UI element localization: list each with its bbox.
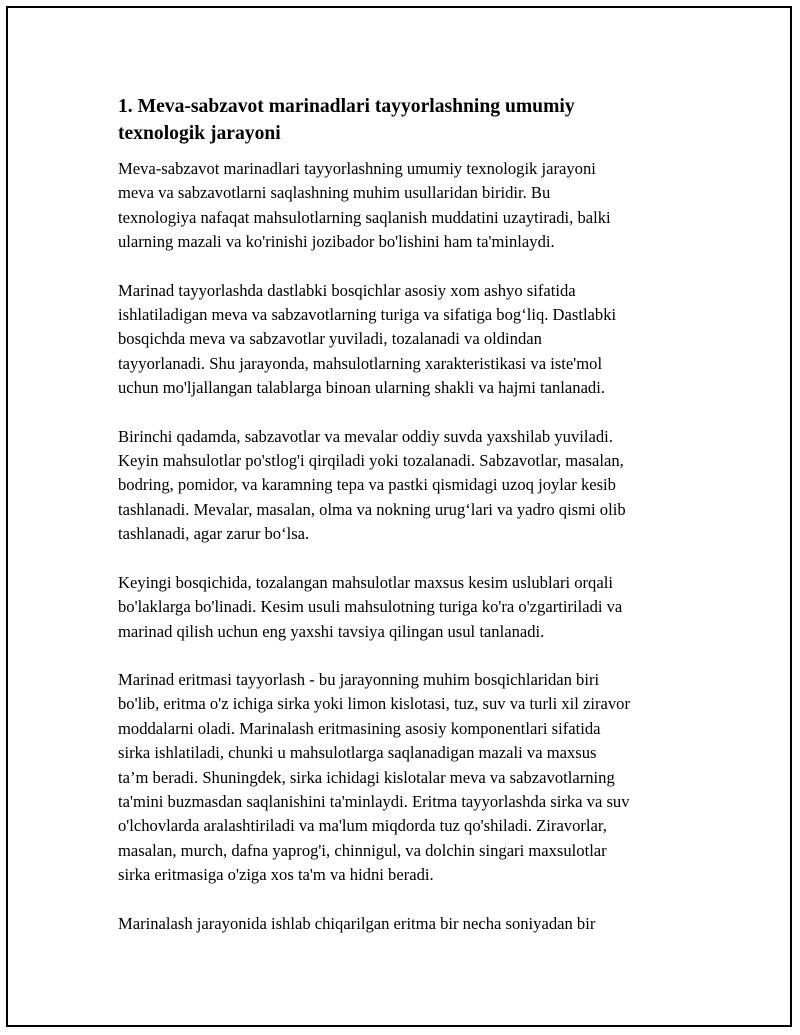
section-heading: 1. Meva-sabzavot marinadlari tayyorlashning umumiy texnologik jarayoni — [118, 96, 575, 144]
paragraph-marinating-process: Marinalash jarayonida ishlab chiqarilgan eritma bir necha soniyadan bir — [118, 913, 596, 933]
document-body — [118, 93, 718, 960]
paragraph-initial-stages: Marinad tayyorlashda dastlabki bosqichlar asosiy xom ashyo sifatida ishlatiladigan meva va sabzavotlarning turiga va sifatiga bog‘liq. Dastlabki bosqichda meva va sabzavotlar yuviladi, tozalanadi va oldindan tayyorlanadi. Shu jarayonda, mahsulotlarning xarakteristikasi va iste'mol uchun mo'ljallangan talablarga binoan ularning shakli va hajmi tanlanadi. — [118, 280, 617, 398]
paragraph-marinade-solution: Marinad eritmasi tayyorlash - bu jarayonning muhim bosqichlaridan biri bo'lib, eritma o'z ichiga sirka yoki limon kislotasi, tuz, suv va turli xil ziravor moddalarni oladi. Marinalash eritmasining asosiy komponentlari sifatida sirka ishlatiladi, chunki u mahsulotlarga saqlanadigan mazali va maxsus ta’m beradi. Shuningdek, sirka ichidagi kislotalar meva va sabzavotlarning ta'mini buzmasdan saqlanishini ta'minlaydi. Eritma tayyorlashda sirka va suv o'lchovlarda aralashtiriladi va ma'lum miqdorda tuz qo'shiladi. Ziravorlar, masalan, murch, dafna yaprog'i, chinnigul, va dolchin singari maxsulotlar sirka eritmasiga o'ziga xos ta'm va hidni beradi. — [118, 669, 630, 885]
paragraph-intro: Meva-sabzavot marinadlari tayyorlashning umumiy texnologik jarayoni meva va sabzavotlarni saqlashning muhim usullaridan biridir. Bu texnologiya nafaqat mahsulotlarning saqlanish muddatini uzaytiradi, balki ularning mazali va ko'rinishi jozibador bo'lishini ham ta'minlaydi. — [118, 159, 611, 252]
paragraph-washing: Birinchi qadamda, sabzavotlar va mevalar oddiy suvda yaxshilab yuviladi. Keyin mahsulotlar po'stlog'i qirqiladi yoki tozalanadi. Sabzavotlar, masalan, bodring, pomidor, va karamning tepa va pastki qismidagi uzoq joylar kesib tashlanadi. Mevalar, masalan, olma va nokning urug‘lari va yadro qismi olib tashlanadi, agar zarur bo‘lsa. — [118, 426, 626, 544]
paragraph-cutting: Keyingi bosqichida, tozalangan mahsulotlar maxsus kesim uslublari orqali bo'laklarga bo'linadi. Kesim usuli mahsulotning turiga ko'ra o'zgartiriladi va marinad qilish uchun eng yaxshi tavsiya qilingan usul tanlanadi. — [118, 572, 623, 641]
